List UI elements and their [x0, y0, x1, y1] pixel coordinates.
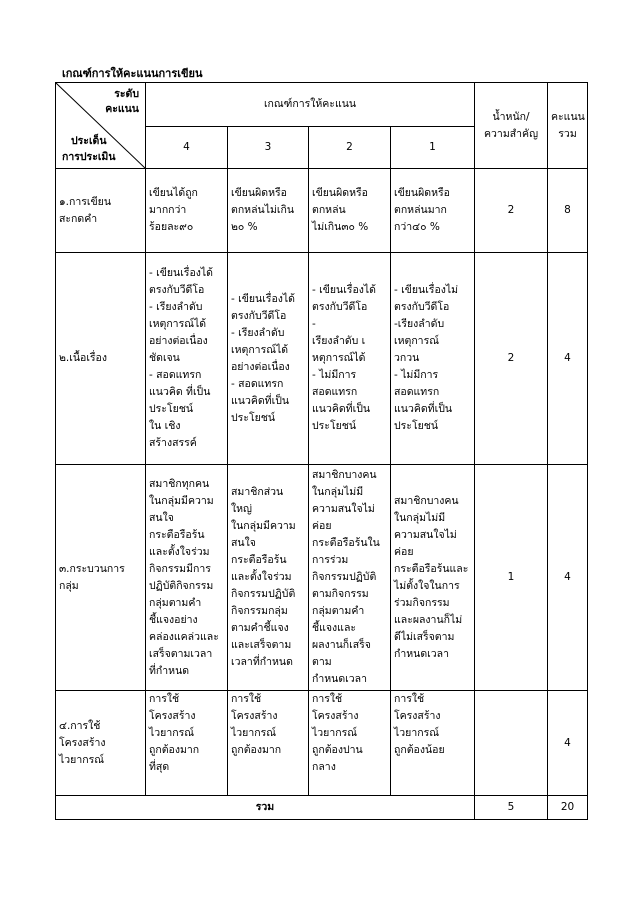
criteria-level-2-cell: การใช้ โครงสร้าง ไวยากรณ์ ถูกต้องปาน กลาง	[309, 691, 391, 796]
level-1-header: 1	[391, 127, 475, 169]
table-row	[56, 169, 588, 253]
level-4-header: 4	[146, 127, 228, 169]
issue-cell: ๑.การเขียน สะกดคำ	[56, 169, 146, 253]
criteria-level-1-cell: สมาชิกบางคน ในกลุ่มไม่มี ความสนใจไม่ค่อย กระตือรือร้นและ ไม่ตั้งใจในการ ร่วมกิจกรรม และผลงานก็ไม่ ดีไม่เสร็จตาม กำหนดเวลา	[391, 465, 475, 691]
total-score-header: คะแนน รวม	[548, 83, 588, 169]
criteria-level-4-cell: สมาชิกทุกคน ในกลุ่มมีความ สนใจ กระตือรือร้น และตั้งใจร่วม กิจกรรมมีการ ปฏิบัติกิจกรรม กลุ่มตามคำ ชี้แจงอย่าง คล่องแคล่วและ เสร็จตามเวลา ที่กำหนด	[146, 465, 228, 691]
weight-header: น้ำหนัก/ ความสำคัญ	[475, 83, 548, 169]
total-score: 20	[548, 796, 588, 820]
criteria-level-4-cell: เขียนได้ถูก มากกว่า ร้อยละ๙๐	[146, 169, 228, 253]
criteria-level-4-cell: การใช้ โครงสร้าง ไวยากรณ์ ถูกต้องมาก ที่สุด	[146, 691, 228, 796]
criteria-header: เกณฑ์การให้คะแนน	[146, 83, 475, 127]
table-row	[56, 253, 588, 465]
level-2-header: 2	[309, 127, 391, 169]
criteria-level-3-cell: สมาชิกส่วน ใหญ่ ในกลุ่มมีความ สนใจ กระตือรือร้น และตั้งใจร่วม กิจกรรมปฏิบัติ กิจกรรมกลุ่ม ตามคำชี้แจง และเสร็จตาม เวลาที่กำหนด	[228, 465, 309, 691]
level-header-label: ระดับ คะแนน	[105, 88, 139, 115]
level-3-header: 3	[228, 127, 309, 169]
table-row	[56, 691, 588, 796]
page-title: เกณฑ์การให้คะแนนการเขียน	[62, 67, 203, 80]
criteria-level-2-cell: เขียนผิดหรือ ตกหล่น ไม่เกิน๓๐ %	[309, 169, 391, 253]
total-label: รวม	[56, 796, 475, 820]
header-row	[56, 83, 588, 127]
issue-cell: ๓.กระบวนการ กลุ่ม	[56, 465, 146, 691]
score-cell: 8	[548, 169, 588, 253]
total-weight: 5	[475, 796, 548, 820]
issue-cell: ๒.เนื้อเรื่อง	[56, 253, 146, 465]
weight-cell: 2	[475, 169, 548, 253]
criteria-level-2-cell: สมาชิกบางคน ในกลุ่มไม่มี ความสนใจไม่ค่อย กระตือรือร้นใน การร่วม กิจกรรมปฏิบัติ ตามกิจกรรม กลุ่มตามคำ ชี้แจงและ ผลงานก็เสร็จ ตาม กำหนดเวลา	[309, 465, 391, 691]
criteria-level-1-cell: - เขียนเรื่องไม่ ตรงกับวีดีโอ -เรียงลำดับ เหตุการณ์ วกวน - ไม่มีการ สอดแทรก แนวคิดที่เป็น ประโยชน์	[391, 253, 475, 465]
issue-cell: ๔.การใช้ โครงสร้าง ไวยากรณ์	[56, 691, 146, 796]
rubric-table	[55, 82, 588, 820]
criteria-level-3-cell: - เขียนเรื่องได้ ตรงกับวีดีโอ - เรียงลำดับ เหตุการณ์ได้ อย่างต่อเนื่อง - สอดแทรก แนวคิดที่เป็น ประโยชน์	[228, 253, 309, 465]
total-row	[56, 796, 588, 820]
criteria-level-2-cell: - เขียนเรื่องได้ ตรงกับวีดีโอ - เรียงลำดับ เ หตุการณ์ได้ - ไม่มีการ สอดแทรก แนวคิดที่เป็น ประโยชน์	[309, 253, 391, 465]
score-cell: 4	[548, 465, 588, 691]
score-cell: 4	[548, 253, 588, 465]
criteria-level-1-cell: การใช้ โครงสร้าง ไวยากรณ์ ถูกต้องน้อย	[391, 691, 475, 796]
table-row	[56, 465, 588, 691]
criteria-level-4-cell: - เขียนเรื่องได้ ตรงกับวีดีโอ - เรียงลำดับ เหตุการณ์ได้ อย่างต่อเนื่อง ชัดเจน - สอดแทรก แนวคิด ที่เป็น ประโยชน์ ใน เชิง สร้างสรรค์	[146, 253, 228, 465]
weight-cell: 2	[475, 253, 548, 465]
diagonal-header-cell	[56, 83, 146, 169]
criteria-level-1-cell: เขียนผิดหรือ ตกหล่นมาก กว่า๔๐ %	[391, 169, 475, 253]
weight-cell	[475, 691, 548, 796]
criteria-level-3-cell: เขียนผิดหรือ ตกหล่นไม่เกิน ๒๐ %	[228, 169, 309, 253]
weight-cell: 1	[475, 465, 548, 691]
score-cell: 4	[548, 691, 588, 796]
issue-header-label: ประเด็น การประเมิน	[62, 135, 116, 163]
criteria-level-3-cell: การใช้ โครงสร้าง ไวยากรณ์ ถูกต้องมาก	[228, 691, 309, 796]
